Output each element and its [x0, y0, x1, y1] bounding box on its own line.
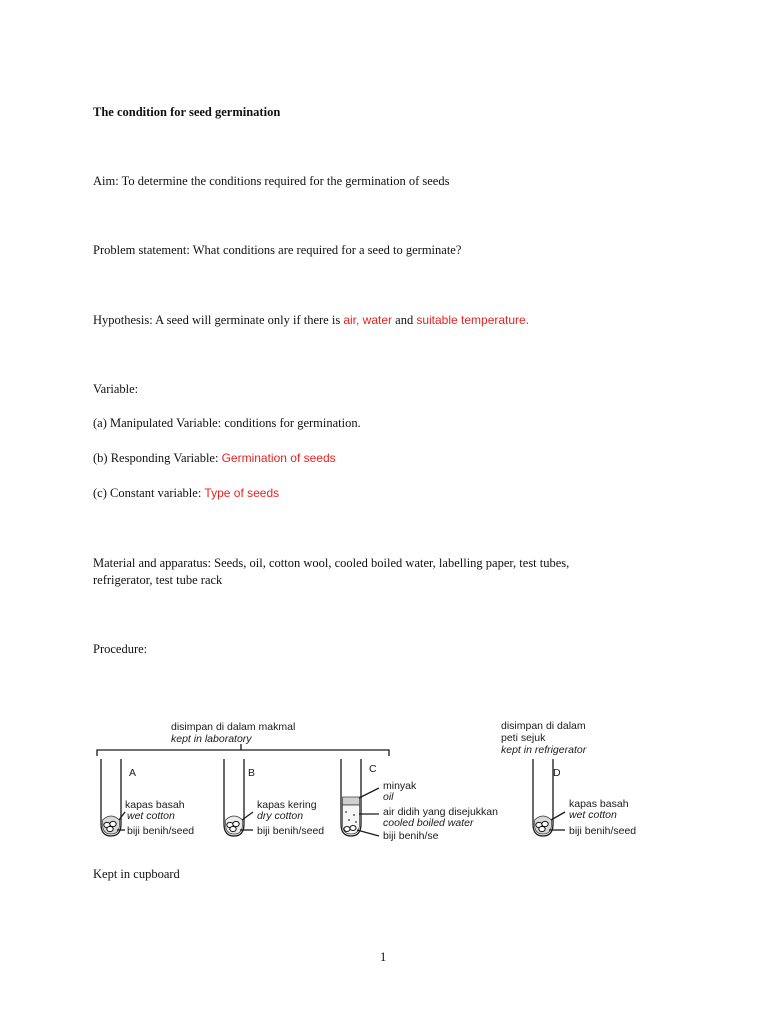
- tube-c-seed-malay: biji benih/: [383, 830, 428, 842]
- document-title: The condition for seed germination: [93, 105, 281, 119]
- hypothesis-text: [93, 313, 529, 328]
- hypothesis-temperature: suitable temperature.: [416, 313, 530, 327]
- hypothesis-water: water: [362, 313, 393, 327]
- manipulated-variable-text: (a) Manipulated Variable: conditions for germination.: [93, 416, 361, 430]
- materials-line-1: Material and apparatus: Seeds, oil, cotton wool, cooled boiled water, labelling paper, test tubes,: [93, 556, 570, 570]
- tube-d-seed-malay: biji benih/: [569, 825, 614, 837]
- procedure-heading: Procedure:: [93, 642, 148, 656]
- refrigerator-label-malay-2: peti sejuk: [501, 732, 546, 744]
- responding-variable-value: Germination of seeds: [221, 451, 336, 465]
- tube-c-water-english: cooled boiled water: [383, 817, 474, 829]
- tube-c-oil-malay: minyak: [383, 780, 417, 792]
- tube-c-oil-english: oil: [383, 791, 394, 803]
- materials-line-2: refrigerator, test tube rack: [93, 573, 223, 587]
- test-tube-a: [101, 759, 125, 836]
- experiment-diagram-svg: [93, 712, 656, 850]
- hypothesis-air: air: [343, 313, 356, 327]
- tube-a-cotton-english: wet cotton: [127, 810, 175, 822]
- tube-a-cotton-malay: kapas basah: [125, 799, 185, 811]
- tube-c-label: C: [369, 763, 377, 775]
- refrigerator-label-malay-1: disimpan di dalam: [501, 720, 586, 732]
- constant-variable-value: Type of seeds: [204, 486, 280, 500]
- tube-a-seed-english: seed: [171, 825, 195, 837]
- tube-d-cotton-english: wet cotton: [569, 809, 617, 821]
- tube-a-label: A: [129, 767, 137, 779]
- tube-c-water-malay: air didih yang disejukkan: [383, 806, 498, 818]
- constant-variable-label: (c) Constant variable:: [93, 486, 205, 500]
- experiment-diagram: [93, 712, 656, 850]
- tube-d-cotton-malay: kapas basah: [569, 798, 629, 810]
- tube-b-seed-malay: biji benih/: [257, 825, 302, 837]
- hypothesis-prefix: Hypothesis: A seed will germinate only if there is: [93, 313, 344, 327]
- tube-d-seed-english: seed: [613, 825, 637, 837]
- laboratory-label-english: kept in laboratory: [171, 733, 252, 745]
- hypothesis-separator: ,: [356, 313, 363, 327]
- refrigerator-label-english: kept in refrigerator: [501, 744, 587, 756]
- responding-variable-text: [93, 451, 336, 466]
- tube-a-seed: [127, 825, 194, 837]
- tube-b-seed: [257, 825, 324, 837]
- tube-a-seed-malay: biji benih/: [127, 825, 172, 837]
- problem-statement-text: Problem statement: What conditions are required for a seed to germinate?: [93, 243, 462, 257]
- tube-d-seed: [569, 825, 636, 837]
- aim-text: Aim: To determine the conditions required for the germination of seeds: [93, 174, 450, 188]
- responding-variable-label: (b) Responding Variable:: [93, 451, 222, 465]
- figure-caption: Kept in cupboard: [93, 867, 180, 881]
- tube-c-seed: [383, 830, 439, 842]
- tube-b-cotton-english: dry cotton: [257, 810, 304, 822]
- laboratory-bracket: [97, 750, 389, 756]
- laboratory-label-malay: disimpan di dalam makmal: [171, 721, 296, 733]
- page-number: 1: [380, 950, 387, 964]
- tube-b-label: B: [248, 767, 256, 779]
- variable-heading: Variable:: [93, 382, 139, 396]
- tube-d-label: D: [553, 767, 561, 779]
- constant-variable-text: [93, 486, 279, 501]
- tube-b-cotton-malay: kapas kering: [257, 799, 317, 811]
- tube-b-seed-english: seed: [301, 825, 325, 837]
- hypothesis-and: and: [392, 313, 417, 327]
- tube-c-seed-english: se: [427, 830, 439, 842]
